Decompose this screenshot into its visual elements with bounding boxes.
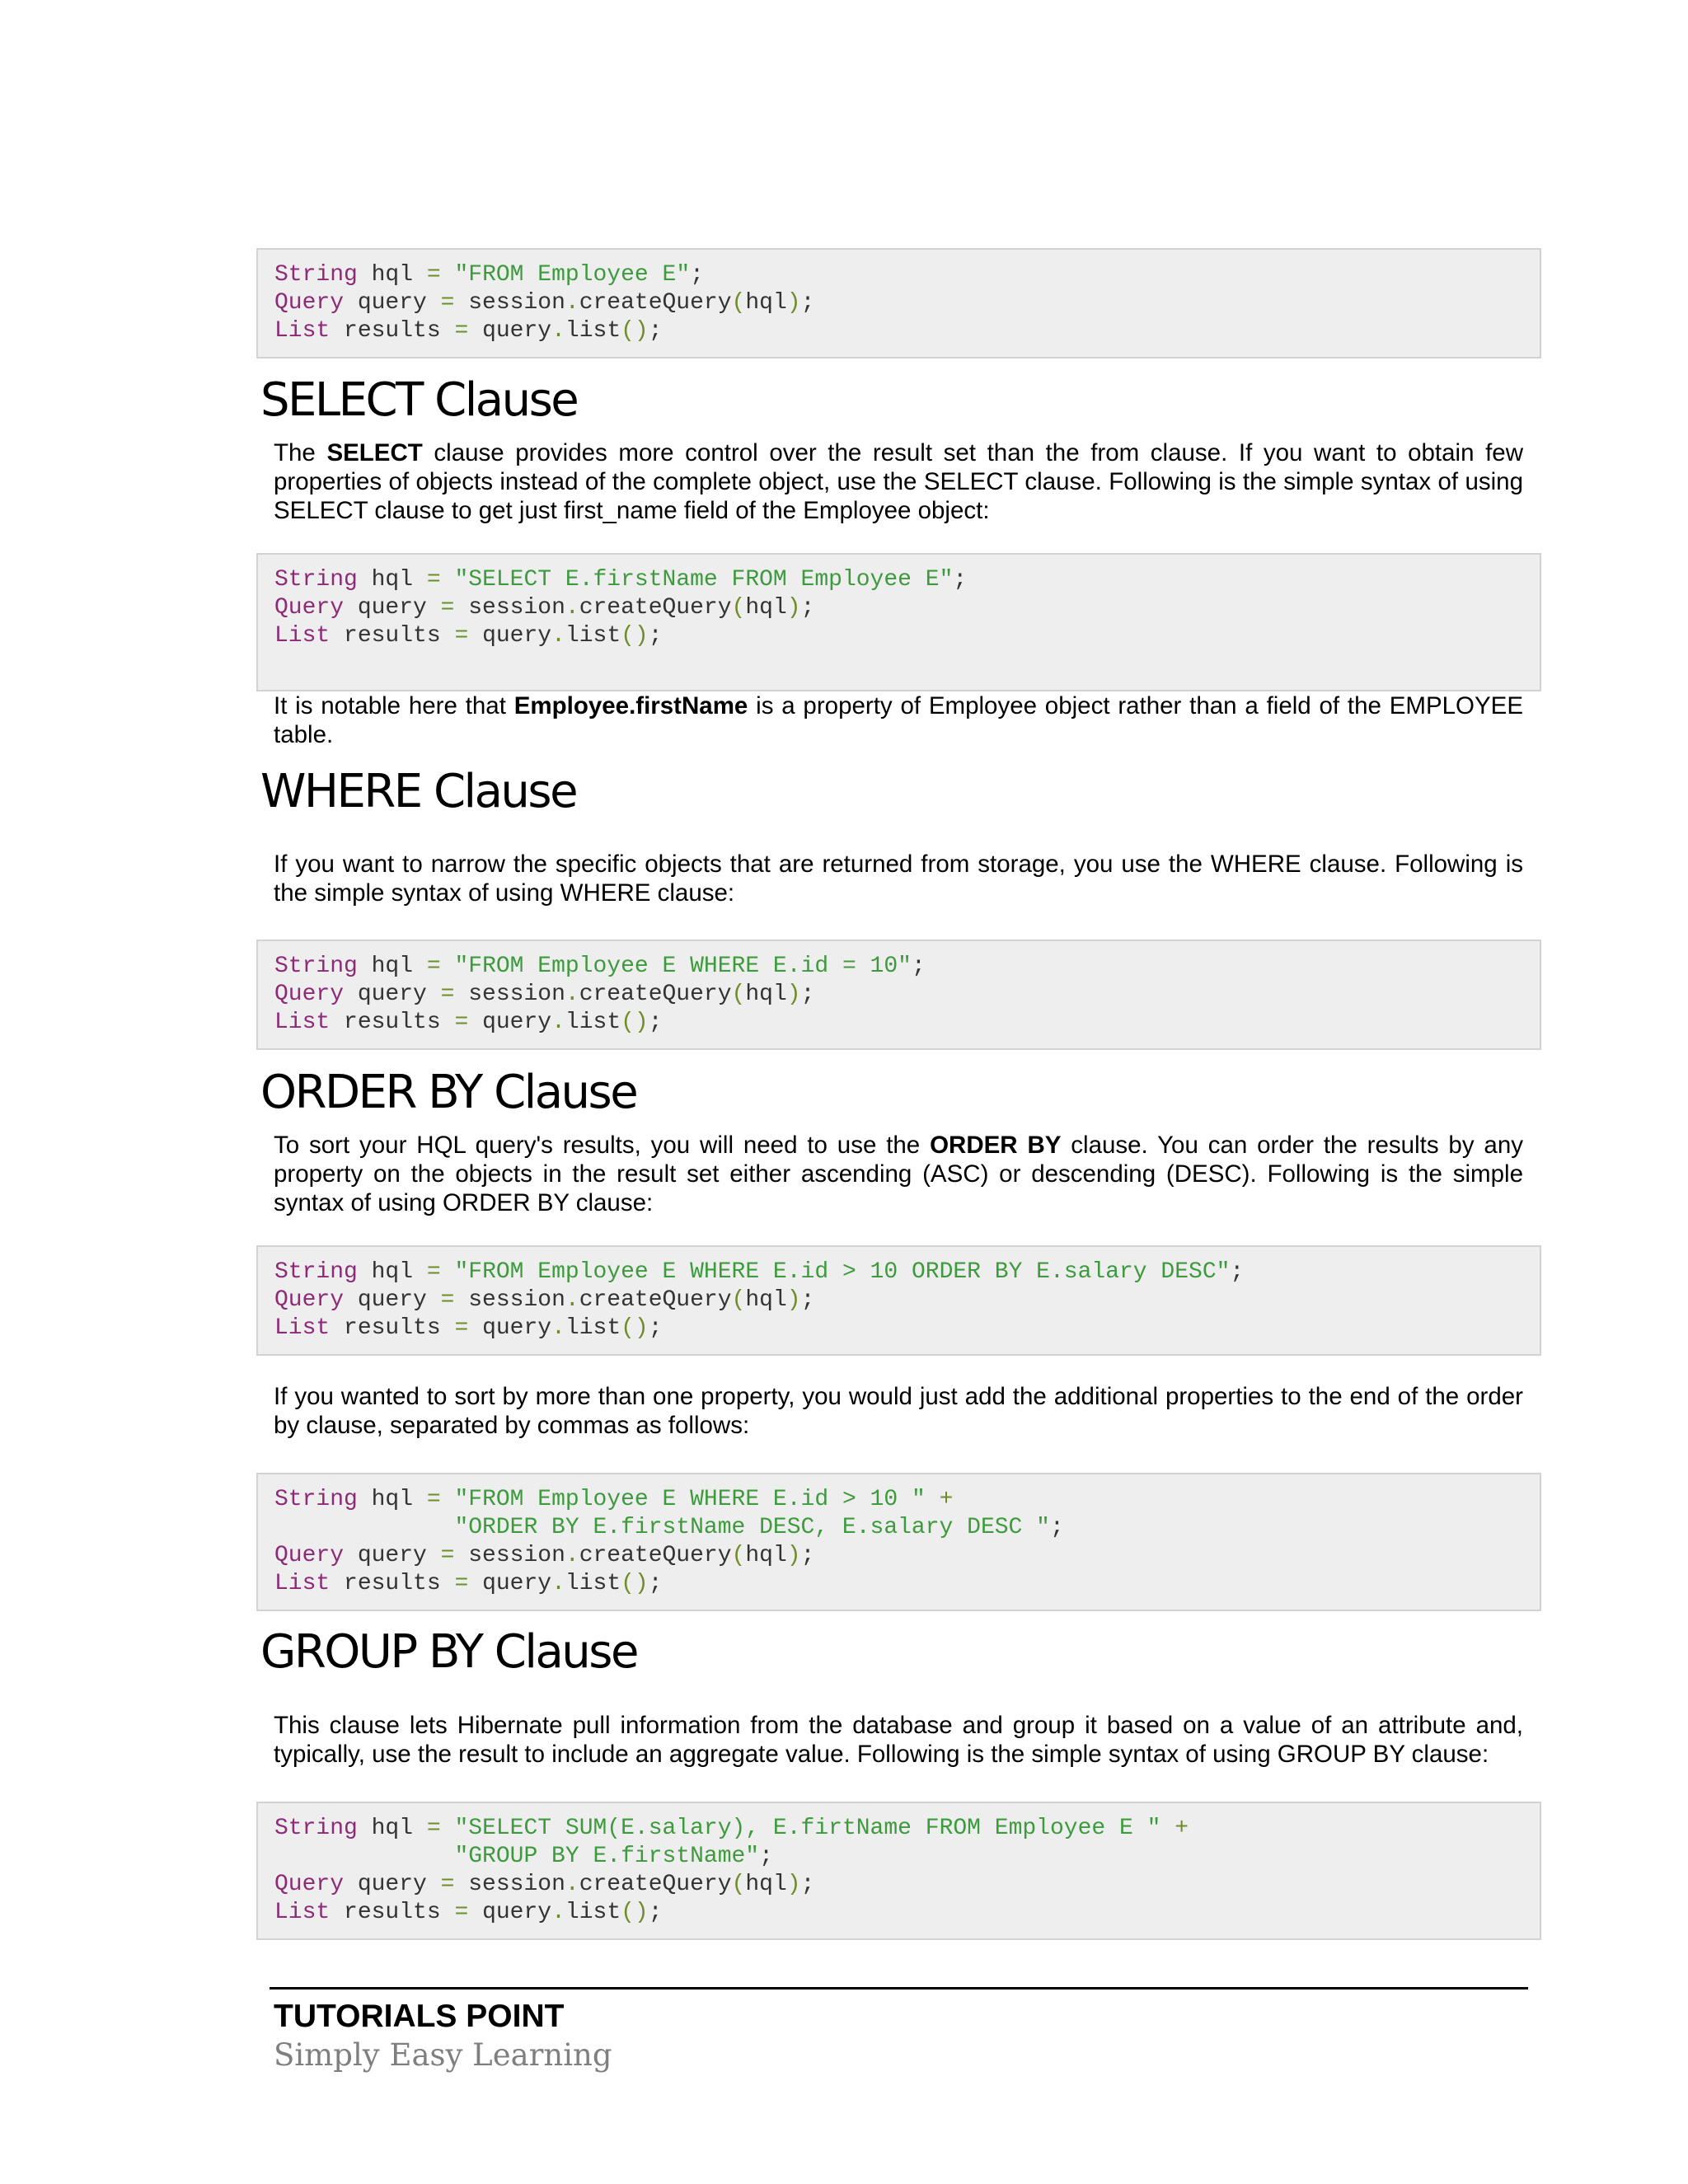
text-segment: To sort your HQL query's results, you will need to use the (274, 1132, 931, 1159)
bold-term: ORDER BY (930, 1132, 1062, 1159)
code-token: hql (745, 1872, 787, 1897)
code-line (274, 953, 1540, 981)
code-token: . (551, 623, 565, 649)
text-segment: is a property of Employee object rather than a field of the EMPLOYEE table. (274, 692, 1523, 748)
text-segment: The (274, 439, 327, 466)
code-line (274, 261, 1540, 289)
code-token: "GROUP BY E.firstName" (454, 1844, 760, 1869)
code-token: query (468, 623, 552, 649)
code-token (441, 1259, 455, 1285)
code-line (274, 1899, 1540, 1927)
code-token: query (468, 318, 552, 344)
code-token: ; (648, 318, 663, 344)
code-token: session (454, 1287, 565, 1313)
footer-tagline: Simply Easy Learning (274, 2037, 612, 2073)
code-token: ; (1230, 1259, 1245, 1285)
code-token: query (344, 595, 441, 621)
code-token: String (274, 954, 358, 979)
code-token: results (330, 1315, 455, 1341)
code-token: session (454, 1872, 565, 1897)
code-token: . (565, 1543, 579, 1568)
code-token: List (274, 623, 331, 649)
code-token: createQuery (579, 290, 732, 316)
code-token: Query (274, 290, 345, 316)
code-token: Query (274, 595, 345, 621)
code-token: hql (357, 954, 427, 979)
code-token: ; (690, 262, 704, 288)
code-token: results (330, 318, 455, 344)
code-token: . (565, 1287, 579, 1313)
code-token: ; (648, 1315, 663, 1341)
code-token: Query (274, 1287, 345, 1313)
code-token: String (274, 1487, 358, 1512)
code-token: ; (648, 1571, 663, 1596)
code-block-order-by (256, 1245, 1541, 1356)
code-token: List (274, 1010, 331, 1035)
code-token: query (468, 1571, 552, 1596)
code-token: String (274, 1259, 358, 1285)
code-token: "FROM Employee E" (454, 262, 691, 288)
code-line (274, 1009, 1540, 1037)
code-token: ) (786, 982, 801, 1007)
code-token: ( (731, 290, 746, 316)
code-token (441, 567, 455, 593)
code-token: query (468, 1900, 552, 1925)
code-token: = (440, 1872, 455, 1897)
code-token: ) (786, 1872, 801, 1897)
code-token: = (440, 595, 455, 621)
code-token: ) (786, 1543, 801, 1568)
code-line (274, 1542, 1540, 1570)
code-token: = (426, 1816, 441, 1841)
code-token: query (344, 290, 441, 316)
code-token: hql (357, 262, 427, 288)
code-token: List (274, 318, 331, 344)
code-token: ( (731, 982, 746, 1007)
code-token: ; (1049, 1515, 1064, 1540)
code-token: list (565, 1315, 621, 1341)
heading-group-by-clause: GROUP BY Clause (260, 1625, 637, 1679)
footer-divider (270, 1987, 1528, 1990)
code-token: hql (745, 1543, 787, 1568)
code-token: session (454, 290, 565, 316)
code-line (274, 566, 1540, 594)
code-token: . (565, 290, 579, 316)
code-token: "FROM Employee E WHERE E.id > 10 " (454, 1487, 926, 1512)
code-token: . (551, 1315, 565, 1341)
code-token: = (454, 318, 469, 344)
code-token: hql (357, 1816, 427, 1841)
code-token: ; (648, 623, 663, 649)
code-line (274, 1286, 1540, 1315)
code-line (274, 622, 1540, 650)
code-token: "SELECT E.firstName FROM Employee E" (454, 567, 954, 593)
code-token: String (274, 1816, 358, 1841)
code-line (274, 1258, 1540, 1286)
paragraph-order-by-multiple: If you wanted to sort by more than one property, you would just add the additional properties to the end of the order by clause, separated by commas as follows: (274, 1383, 1523, 1439)
footer-brand: TUTORIALS POINT (274, 1999, 565, 2034)
code-token: . (551, 1900, 565, 1925)
code-line (274, 289, 1540, 317)
code-token: "SELECT SUM(E.salary), E.firtName FROM Employee E " (454, 1816, 1161, 1841)
code-line (274, 594, 1540, 622)
code-token: List (274, 1900, 331, 1925)
code-token: ; (759, 1844, 773, 1869)
code-line (274, 317, 1540, 345)
code-token: ; (911, 954, 926, 979)
code-token: = (454, 1571, 469, 1596)
code-token: hql (745, 595, 787, 621)
code-token: . (551, 1010, 565, 1035)
code-token (926, 1487, 940, 1512)
code-token: . (565, 595, 579, 621)
paragraph-group-by-intro: This clause lets Hibernate pull information from the database and group it based on a value of an attribute and, typically, use the result to include an aggregate value. Following is the simple syntax of using GROUP BY clause: (274, 1712, 1523, 1768)
code-token: results (330, 623, 455, 649)
code-token: ) (786, 290, 801, 316)
code-line (274, 1486, 1540, 1514)
code-token: () (621, 623, 649, 649)
heading-select-clause: SELECT Clause (260, 373, 578, 427)
code-token: hql (745, 982, 787, 1007)
paragraph-order-by-intro (274, 1131, 1523, 1217)
code-token: results (330, 1571, 455, 1596)
code-token: hql (745, 290, 787, 316)
code-token: Query (274, 1872, 345, 1897)
code-token: hql (357, 567, 427, 593)
code-token: = (440, 982, 455, 1007)
code-token: Query (274, 982, 345, 1007)
text-segment: clause. You can order the results by any property on the objects in the result set either ascending (ASC) or descending (DESC). Following is the simple syntax of using ORDER BY clause: (274, 1132, 1523, 1216)
code-token: ( (731, 1543, 746, 1568)
code-token: String (274, 262, 358, 288)
code-line (274, 1843, 1540, 1871)
code-line (274, 1815, 1540, 1843)
code-token: () (621, 1571, 649, 1596)
code-token (441, 262, 455, 288)
code-token: "FROM Employee E WHERE E.id = 10" (454, 954, 912, 979)
code-token: = (440, 290, 455, 316)
code-token: = (454, 1315, 469, 1341)
heading-order-by-clause: ORDER BY Clause (260, 1066, 637, 1119)
code-token: hql (745, 1287, 787, 1313)
code-token (274, 1844, 454, 1869)
code-token: "ORDER BY E.firstName DESC, E.salary DESC " (454, 1515, 1050, 1540)
code-token: ; (953, 567, 968, 593)
text-segment: clause provides more control over the result set than the from clause. If you want to obtain few properties of objects instead of the complete object, use the SELECT clause. Following is the simple syntax of using SELECT clause to get just first_name field of the Employee object: (274, 439, 1523, 524)
bold-term: Employee.firstName (513, 692, 748, 719)
code-block-from (256, 248, 1541, 359)
code-line (274, 981, 1540, 1009)
code-token: results (330, 1900, 455, 1925)
code-token: = (440, 1543, 455, 1568)
code-token: ) (786, 595, 801, 621)
code-token: ( (731, 1872, 746, 1897)
code-token: createQuery (579, 982, 732, 1007)
code-token: ; (800, 290, 815, 316)
code-token (441, 1816, 455, 1841)
code-token: List (274, 1315, 331, 1341)
code-token: () (621, 318, 649, 344)
code-token: = (454, 1010, 469, 1035)
code-token: + (1175, 1816, 1189, 1841)
code-token: = (426, 954, 441, 979)
code-token: ; (800, 1872, 815, 1897)
code-token: createQuery (579, 1543, 732, 1568)
code-token: = (426, 567, 441, 593)
code-token: query (344, 1872, 441, 1897)
code-token: String (274, 567, 358, 593)
code-token: query (344, 1543, 441, 1568)
code-token: hql (357, 1487, 427, 1512)
code-token: results (330, 1010, 455, 1035)
code-token: ; (800, 1287, 815, 1313)
code-line (274, 1871, 1540, 1899)
code-token: query (468, 1010, 552, 1035)
paragraph-where-intro: If you want to narrow the specific objects that are returned from storage, you use the WHERE clause. Following is the simple syntax of using WHERE clause: (274, 851, 1523, 907)
code-token: createQuery (579, 1287, 732, 1313)
code-token: . (565, 982, 579, 1007)
code-block-group-by (256, 1802, 1541, 1940)
code-line (274, 1514, 1540, 1542)
code-token: createQuery (579, 1872, 732, 1897)
heading-where-clause: WHERE Clause (260, 765, 577, 818)
code-token: query (468, 1315, 552, 1341)
code-token (1160, 1816, 1175, 1841)
code-token: list (565, 623, 621, 649)
code-token: () (621, 1900, 649, 1925)
code-token (274, 1515, 454, 1540)
code-token: session (454, 982, 565, 1007)
code-token: ( (731, 1287, 746, 1313)
code-token: ; (800, 595, 815, 621)
code-token: list (565, 1900, 621, 1925)
code-token: ; (648, 1010, 663, 1035)
code-block-order-by-multiple (256, 1473, 1541, 1611)
code-token: . (551, 1571, 565, 1596)
code-token: ) (786, 1287, 801, 1313)
code-block-where (256, 940, 1541, 1050)
code-block-select (256, 553, 1541, 691)
code-token: session (454, 595, 565, 621)
code-token: = (454, 1900, 469, 1925)
code-token: List (274, 1571, 331, 1596)
code-token: list (565, 318, 621, 344)
code-token: ; (800, 982, 815, 1007)
code-token: ; (800, 1543, 815, 1568)
code-line (274, 1315, 1540, 1343)
code-token: query (344, 1287, 441, 1313)
code-token: createQuery (579, 595, 732, 621)
code-token: = (454, 623, 469, 649)
code-token: session (454, 1543, 565, 1568)
code-token: list (565, 1571, 621, 1596)
code-token (441, 954, 455, 979)
code-token: () (621, 1010, 649, 1035)
bold-term: SELECT (326, 439, 423, 466)
code-token: . (565, 1872, 579, 1897)
code-token (441, 1487, 455, 1512)
code-token: query (344, 982, 441, 1007)
code-token: = (440, 1287, 455, 1313)
code-token: ( (731, 595, 746, 621)
code-token: . (551, 318, 565, 344)
code-token: = (426, 1487, 441, 1512)
code-token: hql (357, 1259, 427, 1285)
text-segment: It is notable here that (274, 692, 514, 719)
code-token: "FROM Employee E WHERE E.id > 10 ORDER BY E.salary DESC" (454, 1259, 1231, 1285)
code-token: list (565, 1010, 621, 1035)
paragraph-select-intro (274, 438, 1523, 525)
paragraph-select-note (274, 691, 1523, 749)
code-token: = (426, 262, 441, 288)
code-token: () (621, 1315, 649, 1341)
code-line (274, 1570, 1540, 1598)
code-token: ; (648, 1900, 663, 1925)
code-token: Query (274, 1543, 345, 1568)
code-token: + (939, 1487, 954, 1512)
code-token: = (426, 1259, 441, 1285)
